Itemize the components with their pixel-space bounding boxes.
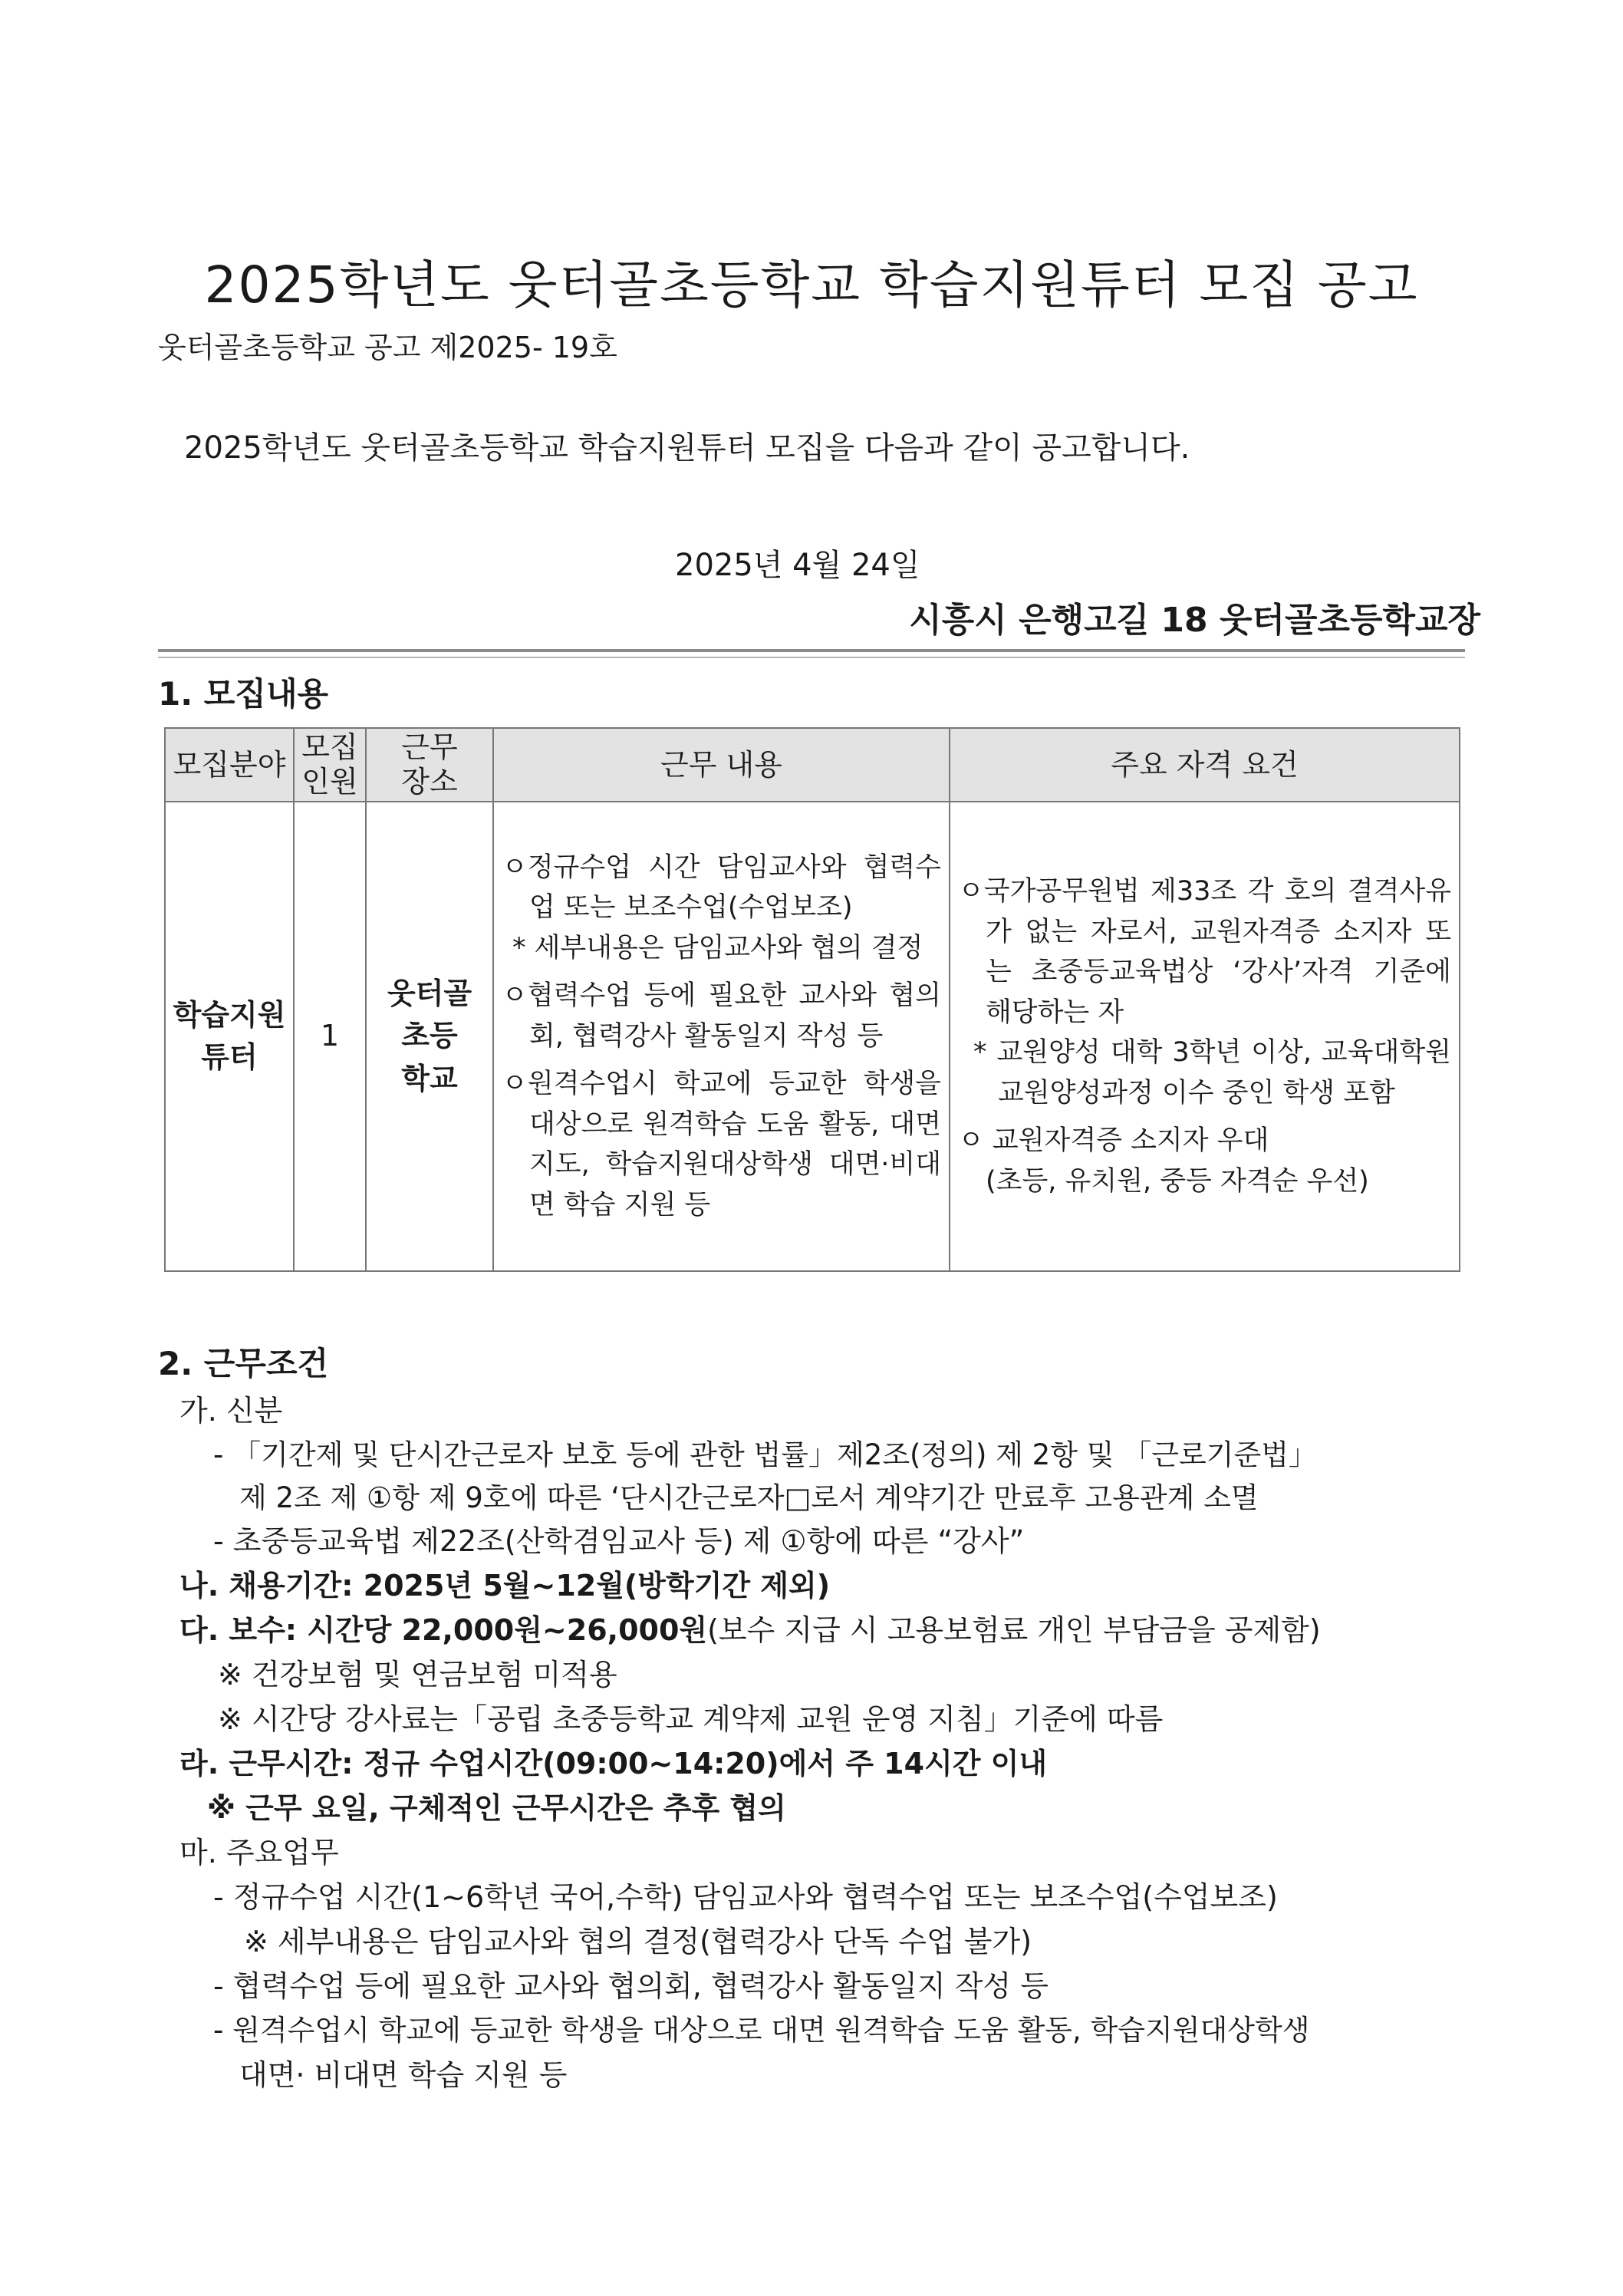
da-pay-bold: 다. 보수: 시간당 22,000원~26,000원 bbox=[179, 1613, 708, 1647]
recruit-table bbox=[164, 727, 1460, 1272]
duty-item-1: ㅇ정규수업 시간 담임교사와 협력수업 또는 보조수업(수업보조) bbox=[502, 852, 941, 924]
ga-title: 가. 신분 bbox=[179, 1394, 283, 1428]
section1-heading: 1. 모집내용 bbox=[158, 675, 329, 713]
cell-count: 1 bbox=[294, 802, 366, 1271]
duty-item-1-note: * 세부내용은 담임교사와 협의 결정 bbox=[512, 932, 923, 964]
header-requirements: 주요 자격 요건 bbox=[950, 728, 1460, 802]
cell-field: 학습지원 튜터 bbox=[165, 802, 294, 1271]
issuer: 시흥시 은행고길 18 웃터골초등학교장 bbox=[909, 601, 1480, 640]
header-place: 근무 장소 bbox=[366, 728, 493, 802]
da-pay-rest: (보수 지급 시 고용보험료 개인 부담금을 공제함) bbox=[707, 1613, 1321, 1647]
cell-place: 웃터골 초등 학교 bbox=[366, 802, 493, 1271]
section2-heading: 2. 근무조건 bbox=[158, 1345, 329, 1382]
cell-duties bbox=[493, 802, 950, 1271]
ra-hours: 라. 근무시간: 정규 수업시간(09:00~14:20)에서 주 14시간 이내 bbox=[179, 1747, 1048, 1780]
header-count: 모집 인원 bbox=[294, 728, 366, 802]
ma-item-3b: 대면· 비대면 학습 지원 등 bbox=[239, 2058, 568, 2092]
ma-title: 마. 주요업무 bbox=[179, 1836, 339, 1869]
da-note-1: ※ 건강보험 및 연금보험 미적용 bbox=[218, 1658, 617, 1692]
ma-item-2: - 협력수업 등에 필요한 교사와 협의회, 협력강사 활동일지 작성 등 bbox=[213, 1969, 1049, 2003]
duty-item-3: ㅇ원격수업시 학교에 등교한 학생을 대상으로 원격학습 도움 활동, 대면지도, 학습지원대상학생 대면·비대면 학습 지원 등 bbox=[502, 1069, 941, 1220]
req-item-1: ㅇ국가공무원법 제33조 각 호의 결격사유가 없는 자로서, 교원자격증 소지자 또는 초중등교육법상 ‘강사’자격 기준에 해당하는 자 bbox=[958, 876, 1451, 1028]
table-row bbox=[165, 802, 1460, 1271]
duty-item-2: ㅇ협력수업 등에 필요한 교사와 협의회, 협력강사 활동일지 작성 등 bbox=[502, 980, 941, 1052]
ma-item-3a: - 원격수업시 학교에 등교한 학생을 대상으로 대면 원격학습 도움 활동, 학습지원대상학생 bbox=[213, 2014, 1310, 2047]
table-header-row bbox=[165, 728, 1460, 802]
header-duties: 근무 내용 bbox=[493, 728, 950, 802]
ga-item-1b: 제 2조 제 ①항 제 9호에 따른 ‘단시간근로자□로서 계약기간 만료후 고용관계 소멸 bbox=[239, 1481, 1259, 1514]
req-item-2: ㅇ 교원자격증 소지자 우대 bbox=[958, 1125, 1269, 1156]
da-pay bbox=[179, 1606, 1321, 1649]
notice-number: 웃터골초등학교 공고 제2025- 19호 bbox=[158, 331, 617, 364]
notice-date: 2025년 4월 24일 bbox=[675, 548, 920, 583]
req-item-2-note: (초등, 유치원, 중등 자격순 우선) bbox=[986, 1165, 1369, 1197]
divider-thin bbox=[158, 657, 1465, 658]
na-period: 나. 채용기간: 2025년 5월~12월(방학기간 제외) bbox=[179, 1569, 831, 1603]
page-title: 2025학년도 웃터골초등학교 학습지원튜터 모집 공고 bbox=[204, 255, 1419, 315]
ga-item-2: - 초중등교육법 제22조(산학겸임교사 등) 제 ①항에 따른 “강사” bbox=[213, 1524, 1025, 1558]
da-note-2: ※ 시간당 강사료는「공립 초중등학교 계약제 교원 운영 지침」기준에 따름 bbox=[218, 1702, 1164, 1736]
intro-text: 2025학년도 웃터골초등학교 학습지원튜터 모집을 다음과 같이 공고합니다. bbox=[184, 430, 1190, 466]
divider-thick bbox=[158, 649, 1465, 652]
req-item-1-note: * 교원양성 대학 3학년 이상, 교육대학원 교원양성과정 이수 중인 학생 포함 bbox=[973, 1037, 1451, 1108]
ma-item-1: - 정규수업 시간(1~6학년 국어,수학) 담임교사와 협력수업 또는 보조수업(수업보조) bbox=[213, 1880, 1278, 1914]
ma-item-1-note: ※ 세부내용은 담임교사와 협의 결정(협력강사 단독 수업 불가) bbox=[244, 1925, 1032, 1958]
cell-requirements bbox=[950, 802, 1460, 1271]
ra-note: ※ 근무 요일, 구체적인 근무시간은 추후 협의 bbox=[207, 1791, 786, 1825]
header-field: 모집분야 bbox=[165, 728, 294, 802]
ga-item-1a: - 「기간제 및 단시간근로자 보호 등에 관한 법률」제2조(정의) 제 2항 및 「근로기준법」 bbox=[213, 1438, 1317, 1471]
